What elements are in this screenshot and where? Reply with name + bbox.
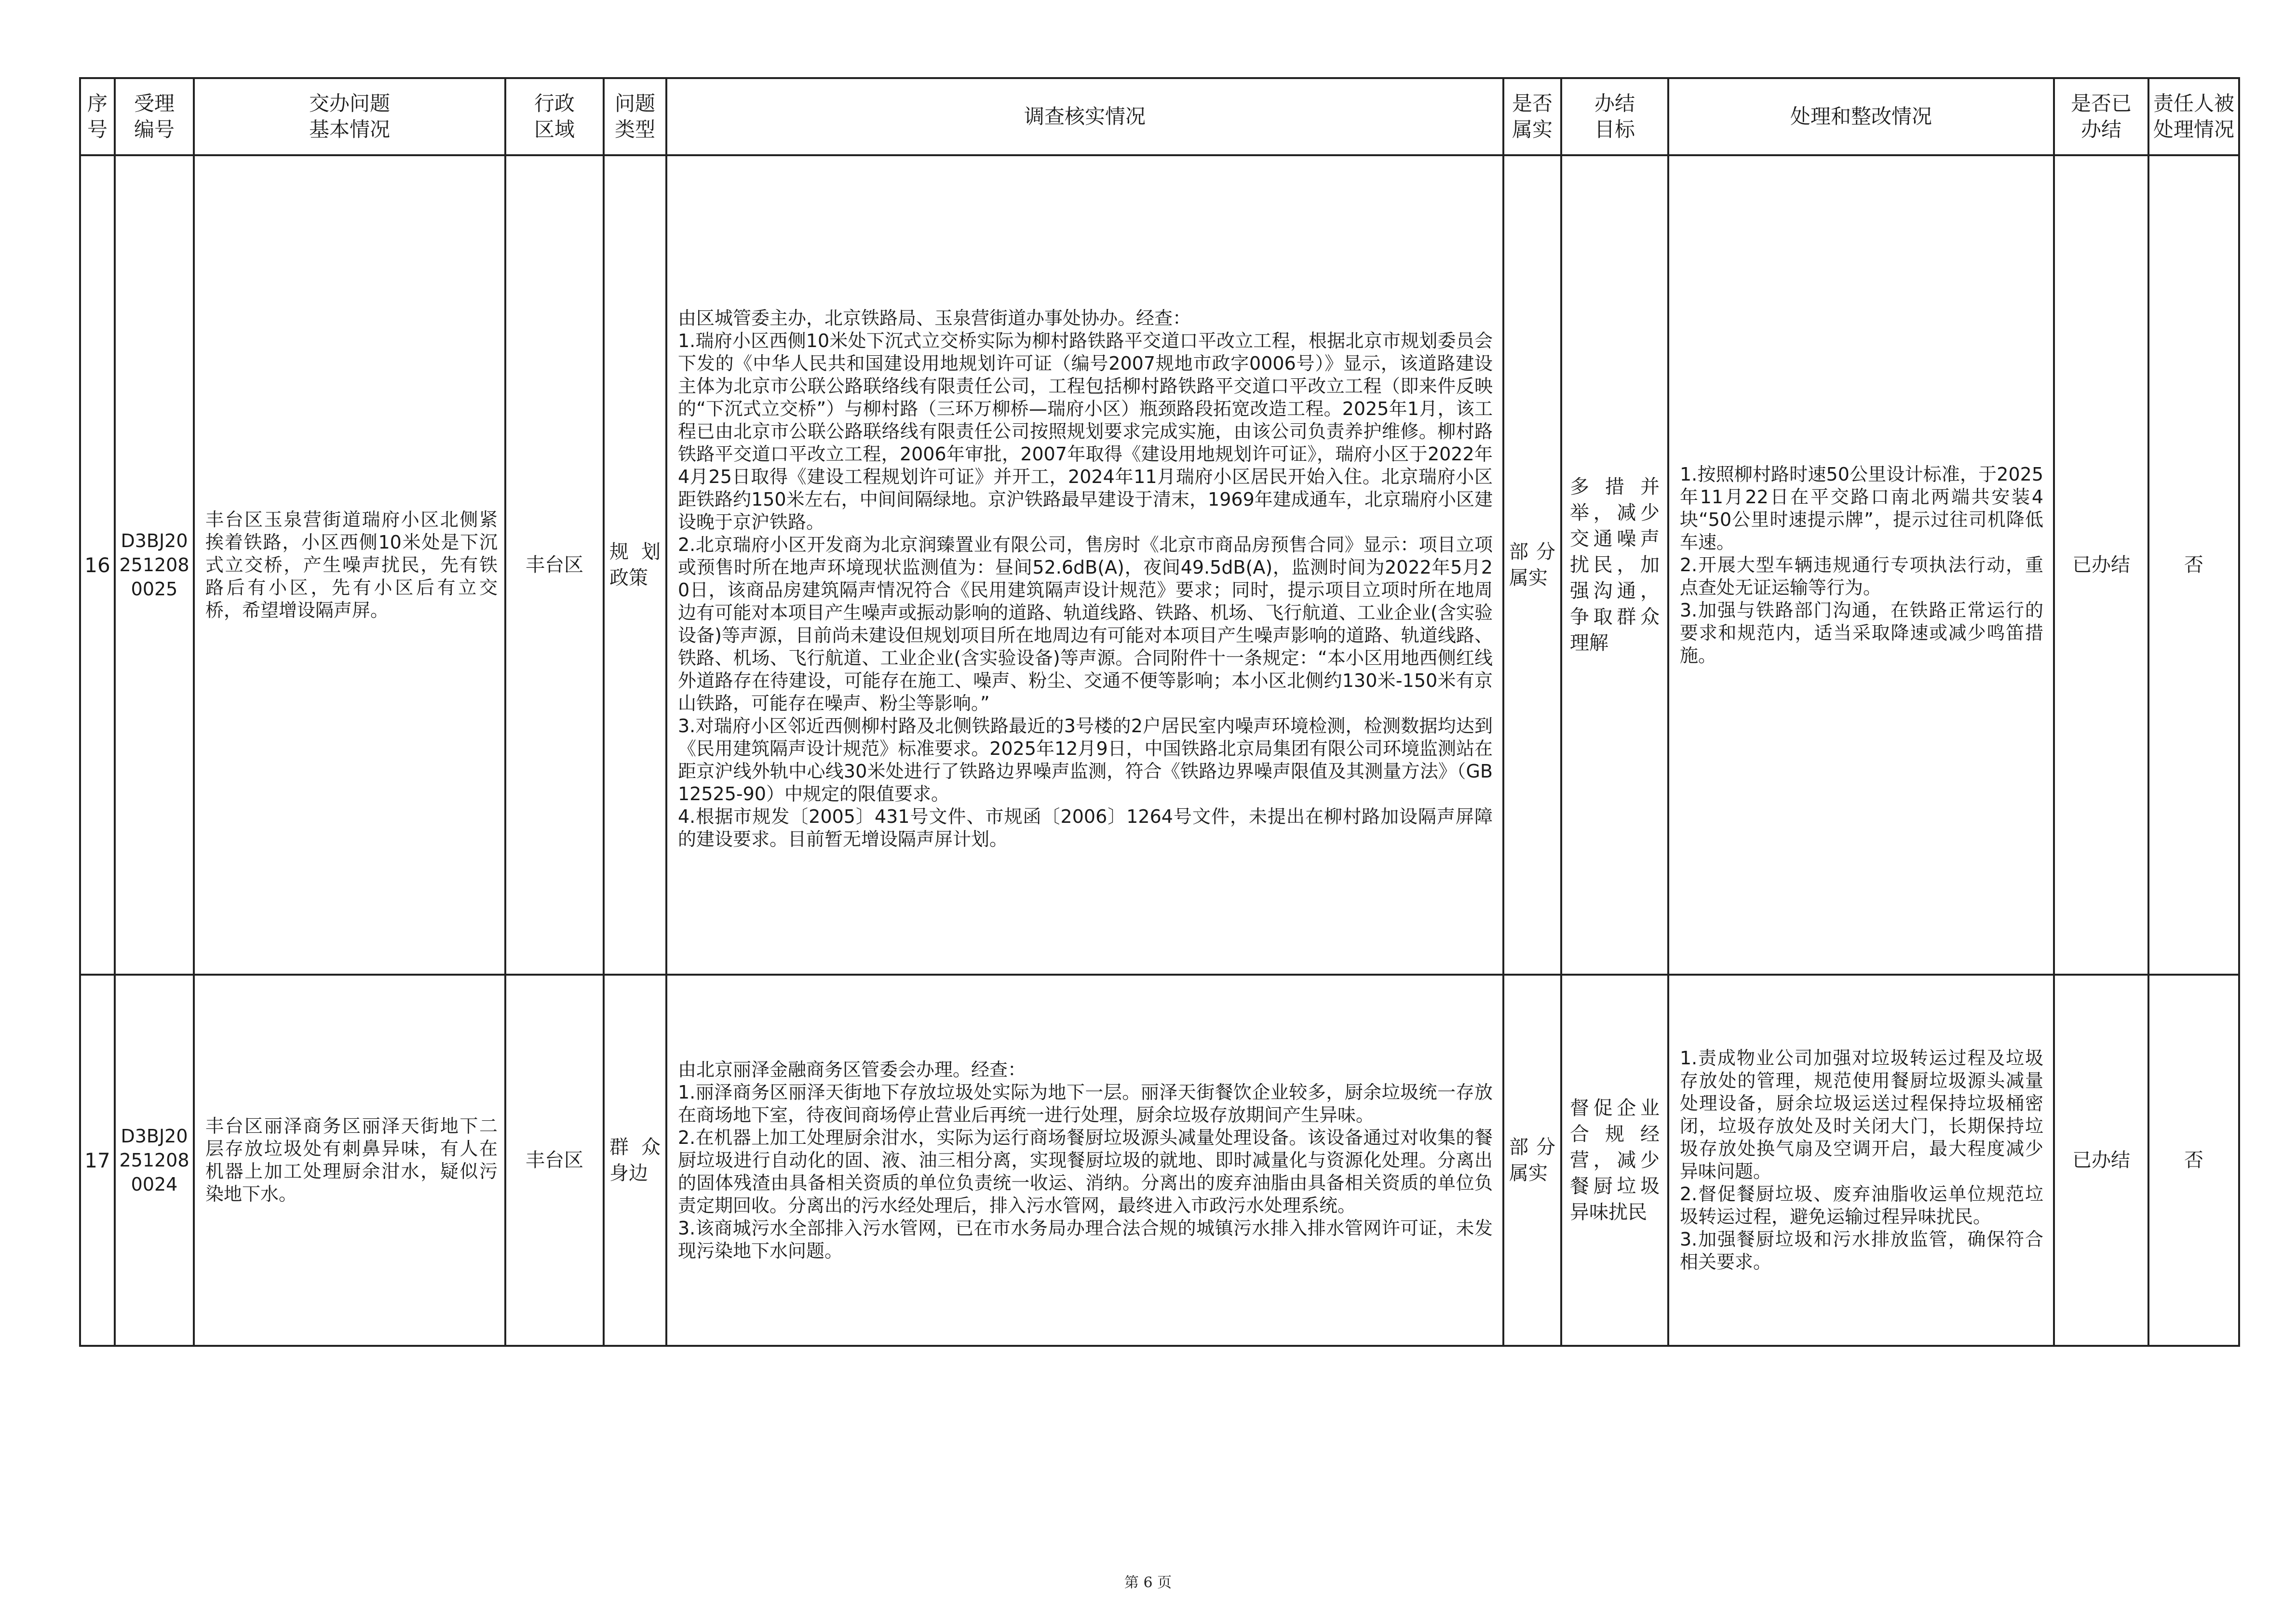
cell-investigation: 由北京丽泽金融商务区管委会办理。经查： 1.丽泽商务区丽泽天街地下存放垃圾处实际为地下一层。丽泽天街餐饮企业较多，厨余垃圾统一存放在商场地下室，待夜间商场停止营业后再统一进行处理，厨余垃圾存放期间产生异味。 2.在机器上加工处理厨余泔水，实际为运行商场餐厨垃圾源头减量处理设备。该设备通过对收集的餐厨垃圾进行自动化的固、液、油三相分离，实现餐厨垃圾的就地、即时减量化与资源化处理。分离出的固体残渣由具备相关资质的单位负责统一收运、消纳。分离出的废弃油脂由具备相关资质的单位负责定期回收。分离出的污水经处理后，排入污水管网，最终进入市政污水处理系统。 3.该商城污水全部排入污水管网，已在市水务局办理合法合规的城镇污水排入排水管网许可证，未发现污染地下水问题。 (666, 975, 1503, 1346)
header-issue: 交办问题 基本情况 (194, 78, 505, 155)
cell-district: 丰台区 (505, 155, 604, 975)
cell-district: 丰台区 (505, 975, 604, 1346)
complaint-table (79, 77, 2240, 1347)
table-row (80, 975, 2239, 1346)
header-investigation: 调查核实情况 (666, 78, 1503, 155)
header-closed: 是否已 办结 (2054, 78, 2148, 155)
cell-goal: 督促企业合规经营，减少餐厨垃圾异味扰民 (1561, 975, 1668, 1346)
header-district: 行政 区域 (505, 78, 604, 155)
header-seq: 序 号 (80, 78, 115, 155)
table-row (80, 155, 2239, 975)
header-row (80, 78, 2239, 155)
header-accept-no: 受理 编号 (115, 78, 194, 155)
cell-handling: 1.按照柳村路时速50公里设计标准，于2025年11月22日在平交路口南北两端共安装4块“50公里时速提示牌”，提示过往司机降低车速。 2.开展大型车辆违规通行专项执法行动，重点查处无证运输等行为。 3.加强与铁路部门沟通，在铁路正常运行的要求和规范内，适当采取降速或减少鸣笛措施。 (1668, 155, 2054, 975)
cell-handling: 1.责成物业公司加强对垃圾转运过程及垃圾存放处的管理，规范使用餐厨垃圾源头减量处理设备，厨余垃圾运送过程保持垃圾桶密闭，垃圾存放处及时关闭大门，长期保持垃圾存放处换气扇及空调开启，最大程度减少异味问题。 2.督促餐厨垃圾、废弃油脂收运单位规范垃圾转运过程，避免运输过程异味扰民。 3.加强餐厨垃圾和污水排放监管，确保符合相关要求。 (1668, 975, 2054, 1346)
cell-type: 群众身边 (604, 975, 666, 1346)
page-number: 第 6 页 (1124, 1574, 1172, 1591)
header-type: 问题 类型 (604, 78, 666, 155)
cell-issue: 丰台区丽泽商务区丽泽天街地下二层存放垃圾处有刺鼻异味，有人在机器上加工处理厨余泔水，疑似污染地下水。 (194, 975, 505, 1346)
header-valid: 是否 属实 (1503, 78, 1561, 155)
header-accountability: 责任人被 处理情况 (2148, 78, 2239, 155)
cell-seq: 16 (80, 155, 115, 975)
cell-seq: 17 (80, 975, 115, 1346)
cell-type: 规划政策 (604, 155, 666, 975)
cell-valid: 部分属实 (1503, 975, 1561, 1346)
cell-goal: 多措并举，减少交通噪声扰民，加强沟通，争取群众理解 (1561, 155, 1668, 975)
cell-issue: 丰台区玉泉营街道瑞府小区北侧紧挨着铁路，小区西侧10米处是下沉式立交桥，产生噪声扰民，先有铁路后有小区，先有小区后有立交桥，希望增设隔声屏。 (194, 155, 505, 975)
cell-closed: 已办结 (2054, 975, 2148, 1346)
header-handling: 处理和整改情况 (1668, 78, 2054, 155)
cell-accountability: 否 (2148, 155, 2239, 975)
cell-valid: 部分属实 (1503, 155, 1561, 975)
cell-closed: 已办结 (2054, 155, 2148, 975)
cell-investigation: 由区城管委主办，北京铁路局、玉泉营街道办事处协办。经查： 1.瑞府小区西侧10米处下沉式立交桥实际为柳村路铁路平交道口平改立工程，根据北京市规划委员会下发的《中华人民共和国建设用地规划许可证（编号2007规地市政字0006号）》显示，该道路建设主体为北京市公联公路联络线有限责任公司，工程包括柳村路铁路平交道口平改立工程（即来件反映的“下沉式立交桥”）与柳村路（三环万柳桥—瑞府小区）瓶颈路段拓宽改造工程。2025年1月，该工程已由北京市公联公路联络线有限责任公司按照规划要求完成实施，由该公司负责养护维修。柳村路铁路平交道口平改立工程，2006年审批，2007年取得《建设用地规划许可证》，瑞府小区于2022年4月25日取得《建设工程规划许可证》并开工，2024年11月瑞府小区居民开始入住。北京瑞府小区距铁路约150米左右，中间间隔绿地。京沪铁路最早建设于清末，1969年建成通车，北京瑞府小区建设晚于京沪铁路。 2.北京瑞府小区开发商为北京润臻置业有限公司，售房时《北京市商品房预售合同》显示：项目立项或预售时所在地声环境现状监测值为：昼间52.6dB(A)，夜间49.5dB(A)，监测时间为2022年5月20日，该商品房建筑隔声情况符合《民用建筑隔声设计规范》要求；同时，提示项目立项时所在地周边有可能对本项目产生噪声或振动影响的道路、轨道线路、铁路、机场、飞行航道、工业企业(含实验设备)等声源，目前尚未建设但规划项目所在地周边有可能对本项目产生噪声影响的道路、轨道线路、铁路、机场、飞行航道、工业企业(含实验设备)等声源。合同附件十一条规定：“本小区用地西侧红线外道路存在待建设，可能存在施工、噪声、粉尘、交通不便等影响；本小区北侧约130米-150米有京山铁路，可能存在噪声、粉尘等影响。” 3.对瑞府小区邻近西侧柳村路及北侧铁路最近的3号楼的2户居民室内噪声环境检测，检测数据均达到《民用建筑隔声设计规范》标准要求。2025年12月9日，中国铁路北京局集团有限公司环境监测站在距京沪线外轨中心线30米处进行了铁路边界噪声监测，符合《铁路边界噪声限值及其测量方法》（GB12525-90）中规定的限值要求。 4.根据市规发〔2005〕431号文件、市规函〔2006〕1264号文件，未提出在柳村路加设隔声屏障的建设要求。目前暂无增设隔声屏计划。 (666, 155, 1503, 975)
cell-accept-no: D3BJ202512080025 (115, 155, 194, 975)
cell-accept-no: D3BJ202512080024 (115, 975, 194, 1346)
cell-accountability: 否 (2148, 975, 2239, 1346)
header-goal: 办结 目标 (1561, 78, 1668, 155)
